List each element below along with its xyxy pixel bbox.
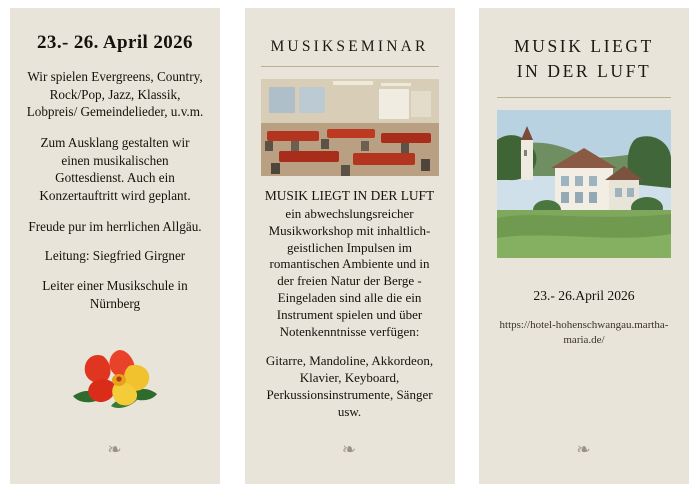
right-divider — [497, 97, 671, 98]
left-paragraph-allgaeu: Freude pur im herrlichen Allgäu. — [28, 218, 202, 234]
middle-divider — [261, 66, 439, 67]
panel-left — [10, 8, 220, 484]
right-title-line1: MUSIK LIEGT — [514, 36, 654, 56]
middle-body-text: ein abwechslungsreicher Musikworkshop mit inhaltlich-geistlichen Impulsen im romantischen Ambiente und in der freien Natur der Berge -Eingeladen sind alle die ein Instrument spielen und über Notenkenntnisse verfügen: — [268, 205, 431, 339]
left-date-heading: 23.- 26. April 2026 — [37, 32, 193, 53]
left-paragraph-service: Zum Ausklang gestalten wir einen musikalischen Gottesdienst. Auch ein Konzertauftritt wird geplant. — [39, 134, 191, 203]
left-flourish-ornament: ❧ — [107, 440, 123, 459]
right-date: 23.- 26.April 2026 — [533, 287, 635, 303]
hibiscus-flower-image — [67, 338, 163, 412]
hotel-hohenschwangau-photo — [497, 110, 671, 258]
middle-flourish-ornament: ❧ — [341, 440, 358, 459]
right-title — [514, 34, 654, 85]
right-url[interactable]: https://hotel-hohenschwangau.martha-maria.de/ — [499, 318, 669, 346]
seminar-room-photo — [261, 79, 439, 176]
middle-heading: MUSIK LIEGT IN DER LUFT — [264, 188, 435, 203]
right-title-line2: IN DER LUFT — [516, 61, 652, 82]
left-paragraph-leitung: Leitung: Siegfried Girgner — [44, 248, 186, 264]
left-paragraph-leiter: Leiter einer Musikschule in Nürnberg — [42, 278, 188, 311]
panel-right — [479, 8, 689, 484]
middle-instrument-list: Gitarre, Mandoline, Akkordeon, Klavier, Keyboard, Perkussionsinstrumente, Sänger usw. — [265, 352, 434, 419]
left-paragraph-repertoire: Wir spielen Evergreens, Country, Rock/Pop, Jazz, Klassik, Lobpreis/ Gemeindelieder, u.v.m. — [26, 68, 204, 120]
middle-title: MUSIKSEMINAR — [270, 38, 429, 55]
panel-middle — [245, 8, 455, 484]
right-flourish-ornament: ❧ — [576, 440, 592, 459]
